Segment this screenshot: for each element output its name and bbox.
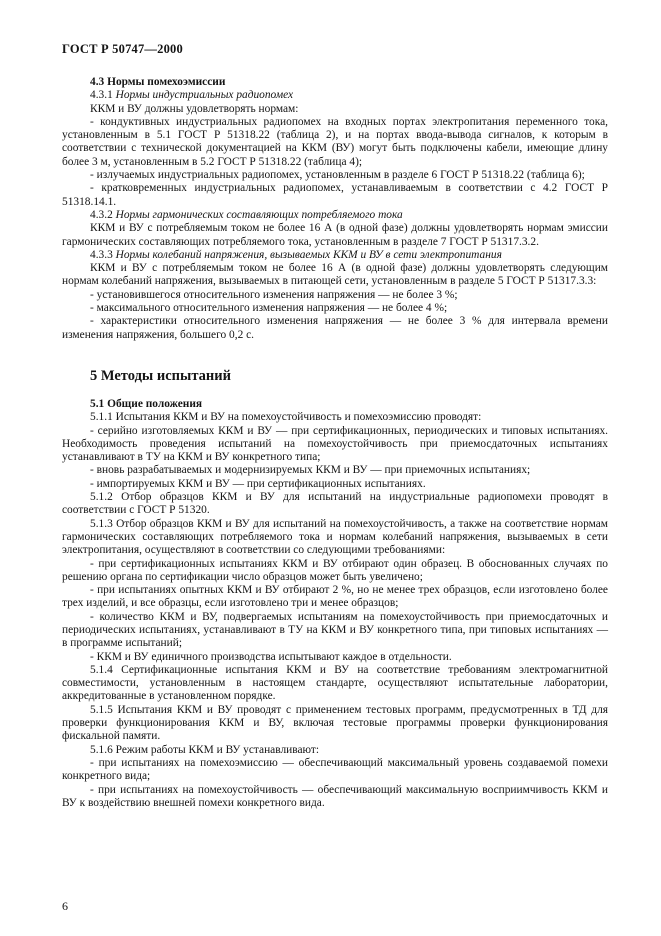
paragraph: ККМ и ВУ должны удовлетворять нормам: bbox=[90, 102, 299, 115]
subsection-heading-5-1: 5.1 Общие положения bbox=[90, 397, 203, 410]
list-item: - количество ККМ и ВУ, подвергаемых испытаниям на помехоустойчивость при приемосдаточных и периодических испытаниях, устанавливают в ТУ на ККМ и ВУ конкретного типа, при типовых испытаниях — в программе испытаний; bbox=[62, 610, 608, 650]
clause-title: Нормы индустриальных радиопомех bbox=[115, 89, 294, 102]
section-heading-5: 5 Методы испытаний bbox=[90, 367, 231, 384]
paragraph: 5.1.1 Испытания ККМ и ВУ на помехоустойчивость и помехоэмиссию проводят: bbox=[90, 411, 482, 424]
subsection-heading-4-3: 4.3 Нормы помехоэмиссии bbox=[90, 76, 226, 88]
clause-title: Нормы гармонических составляющих потребляемого тока bbox=[115, 208, 403, 221]
clause-number: 4.3.1 bbox=[90, 89, 113, 102]
list-item: - при испытаниях опытных ККМ и ВУ отбирают 2 %, но не менее трех образцов, если изготовлено более трех изделий, и все образцы, если изготовлено три и менее образцов; bbox=[62, 584, 608, 610]
document-body bbox=[62, 76, 608, 810]
list-item: - характеристики относительного изменения напряжения — не более 3 % для интервала времени изменения напряжения, большего 0,2 с. bbox=[62, 315, 608, 341]
list-item: - при сертификационных испытаниях ККМ и ВУ отбирают один образец. В обоснованных случаях по решению органа по сертификации число образцов может быть увеличено; bbox=[62, 557, 608, 583]
list-item: - максимального относительного изменения напряжения — не более 4 %; bbox=[90, 302, 448, 315]
paragraph: 5.1.3 Отбор образцов ККМ и ВУ для испытаний на помехоустойчивость, а также на соответствие нормам гармонических составляющих потребляемого тока и нормам колебаний напряжения, вызываемых в сети электропитания, осуществляют в соответствии со следующими требованиями: bbox=[62, 517, 608, 557]
clause-4-3-3-title bbox=[62, 249, 608, 262]
clause-number: 4.3.3 bbox=[90, 248, 113, 261]
paragraph: 5.1.6 Режим работы ККМ и ВУ устанавливают: bbox=[90, 743, 320, 756]
list-item: - кратковременных индустриальных радиопомех, устанавливаемым в соответствии с 4.2 ГОСТ Р 51318.14.1. bbox=[62, 182, 608, 208]
paragraph: 5.1.4 Сертификационные испытания ККМ и ВУ на соответствие требованиям электромагнитной совместимости, установленным в настоящем стандарте, осуществляют испытательные лаборатории, аккредитованные в установленном порядке. bbox=[62, 663, 608, 703]
list-item: - ККМ и ВУ единичного производства испытывают каждое в отдельности. bbox=[90, 650, 452, 663]
list-item: - вновь разрабатываемых и модернизируемых ККМ и ВУ — при приемочных испытаниях; bbox=[90, 464, 531, 477]
list-item: - установившегося относительного изменения напряжения — не более 3 %; bbox=[90, 288, 458, 301]
list-item: - при испытаниях на помехоустойчивость — обеспечивающий максимальную восприимчивость ККМ и ВУ к воздействию внешней помехи конкретного вида. bbox=[62, 783, 608, 809]
clause-4-3-2-title bbox=[62, 209, 608, 222]
standard-code-header: ГОСТ Р 50747—2000 bbox=[62, 42, 183, 56]
paragraph: ККМ и ВУ с потребляемым током не более 16 А (в одной фазе) должны удовлетворять нормам эмиссии гармонических составляющих потребляемого тока, установленным в разделе 7 ГОСТ Р 51317.3.2. bbox=[62, 222, 608, 248]
list-item: - серийно изготовляемых ККМ и ВУ — при сертификационных, периодических и типовых испытаниях. Необходимость проведения испытаний на помехоустойчивость при приемосдаточных испытаниях устанавливают в ТУ на ККМ и ВУ конкретного типа; bbox=[62, 424, 608, 464]
clause-number: 4.3.2 bbox=[90, 208, 113, 221]
list-item: - импортируемых ККМ и ВУ — при сертификационных испытаниях. bbox=[90, 477, 426, 490]
clause-4-3-1-title bbox=[62, 89, 608, 102]
clause-title: Нормы колебаний напряжения, вызываемых ККМ и ВУ в сети электропитания bbox=[115, 248, 502, 261]
paragraph: 5.1.5 Испытания ККМ и ВУ проводят с применением тестовых программ, предусмотренных в ТД для проверки функционирования ККМ и ВУ, включая тестовые программы проверки функционирования фискальной памяти. bbox=[62, 703, 608, 743]
paragraph: 5.1.2 Отбор образцов ККМ и ВУ для испытаний на индустриальные радиопомехи проводят в соответствии с ГОСТ Р 51320. bbox=[62, 491, 608, 517]
list-item: - излучаемых индустриальных радиопомех, установленным в разделе 6 ГОСТ Р 51318.22 (таблица 6); bbox=[90, 169, 585, 182]
page-number: 6 bbox=[62, 899, 68, 913]
list-item: - кондуктивных индустриальных радиопомех на входных портах электропитания переменного тока, установленным в 5.1 ГОСТ Р 51318.22 (таблица 2), и на портах ввода-вывода сигналов, к которым в соответствии с технической документацией на ККМ (ВУ) могут быть подключены кабели, имеющие длину более 3 м, установленным в 5.2 ГОСТ Р 51318.22 (таблица 4); bbox=[62, 115, 608, 168]
list-item: - при испытаниях на помехоэмиссию — обеспечивающий максимальный уровень создаваемой помехи конкретного вида; bbox=[62, 756, 608, 783]
paragraph: ККМ и ВУ с потребляемым током не более 16 А (в одной фазе) должны удовлетворять следующим нормам колебаний напряжения, вызываемых в питающей сети, установленным в разделе 5 ГОСТ Р 51317.3.3: bbox=[62, 262, 608, 288]
